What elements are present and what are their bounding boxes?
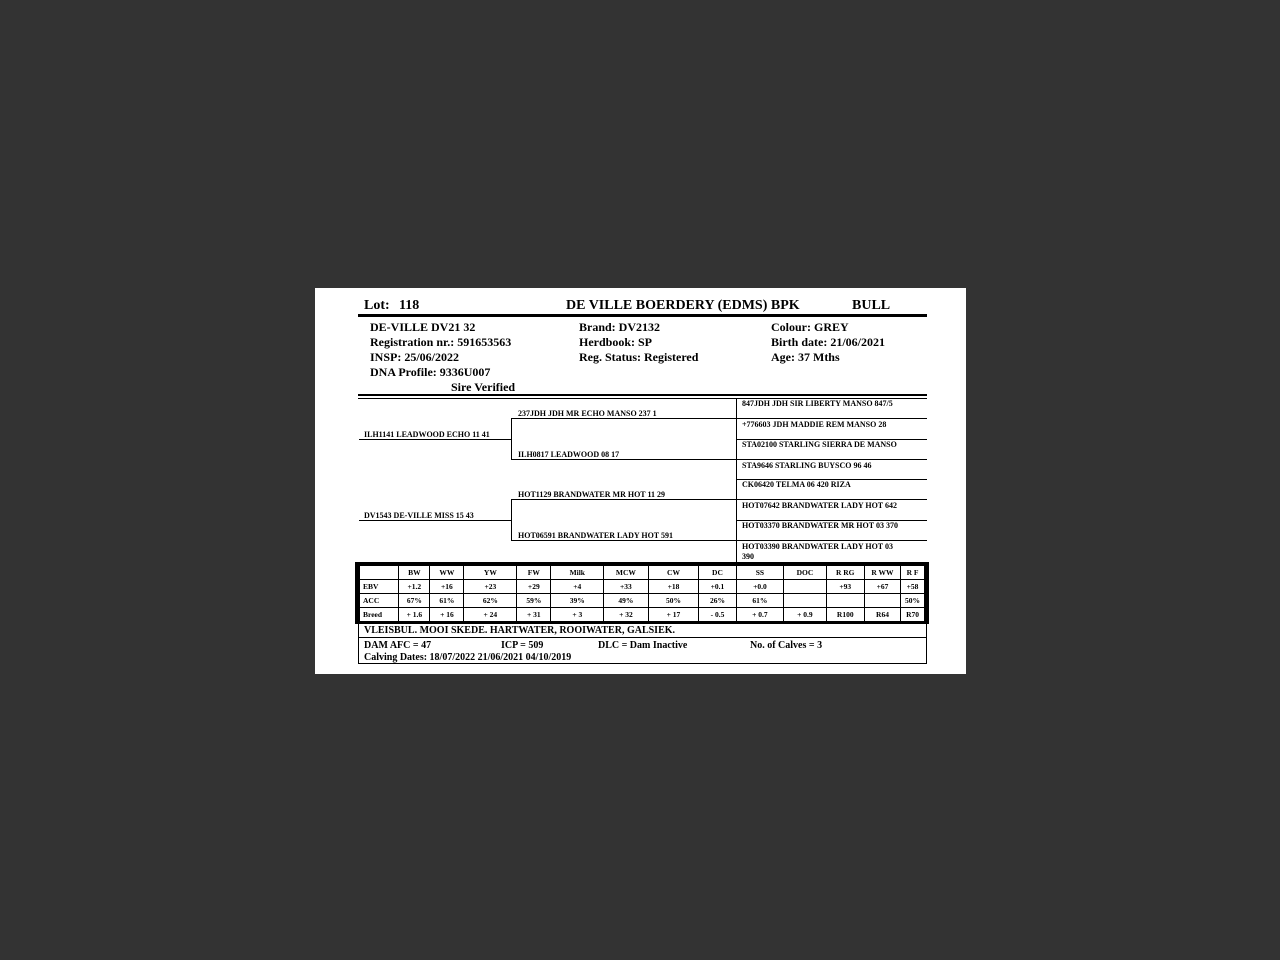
ebv-header-row [360,566,925,580]
ebv-cell: +16 [430,580,464,594]
ebv-cell: +29 [517,580,551,594]
ebv-cell: +0.0 [736,580,784,594]
ebv-header-cell: Milk [551,566,604,580]
ebv-header-cell: R WW [864,566,900,580]
footer-rule [358,663,927,664]
ebv-row [360,580,925,594]
breeder-name: DE VILLE BOERDERY (EDMS) BPK [566,298,800,313]
registration-status: Reg. Status: Registered [579,350,699,364]
pedigree-line [359,520,511,521]
ebv-cell: +1.2 [399,580,430,594]
ebv-header-cell: DC [699,566,736,580]
ebv-cell: + 0.7 [736,608,784,622]
ebv-header-cell: CW [648,566,699,580]
inspection-date: INSP: 25/06/2022 [370,350,460,364]
pedigree-line [511,540,736,541]
ebv-cell: + 32 [604,608,648,622]
icp: ICP = 509 [501,640,544,651]
ebv-cell: 39% [551,594,604,608]
ebv-cell: 50% [901,594,925,608]
pedigree-ggp: HOT03390 BRANDWATER LADY HOT 03 [742,542,893,551]
ebv-cell: + 24 [464,608,517,622]
footer-rule [358,637,927,638]
ebv-table [359,565,925,622]
pedigree-sire-sire: 237JDH JDH MR ECHO MANSO 237 1 [518,409,657,418]
pedigree-ggp: 847JDH JDH SIR LIBERTY MANSO 847/5 [742,399,893,408]
herdbook: Herdbook: SP [579,335,653,349]
pedigree-line [511,418,512,460]
ebv-cell: + 1.6 [399,608,430,622]
ebv-table-frame [355,562,929,624]
ebv-cell: + 31 [517,608,551,622]
pedigree-dam: DV1543 DE-VILLE MISS 15 43 [364,511,474,520]
ebv-cell: 49% [604,594,648,608]
number-of-calves: No. of Calves = 3 [750,640,823,651]
pedigree-sire-dam: ILH0817 LEADWOOD 08 17 [518,450,620,459]
pedigree-line [359,439,511,440]
ebv-cell: +4 [551,580,604,594]
ebv-header-cell: R F [901,566,925,580]
ebv-cell: + 17 [648,608,699,622]
dlc: DLC = Dam Inactive [598,640,688,651]
age: Age: 37 Mths [771,350,840,364]
ebv-header-cell: BW [399,566,430,580]
footer-border [926,624,927,664]
ebv-header-cell: MCW [604,566,648,580]
ebv-cell: +0.1 [699,580,736,594]
info-rule [358,394,927,396]
ebv-row [360,608,925,622]
pedigree-ggp: 390 [742,552,754,561]
dna-profile: DNA Profile: 9336U007 [370,365,491,379]
birth-date: Birth date: 21/06/2021 [771,335,885,349]
footer-border [358,624,359,664]
pedigree-line [736,499,927,500]
ebv-cell: - 0.5 [699,608,736,622]
lot-number: 118 [399,298,420,313]
ebv-cell: R100 [826,608,864,622]
pedigree-line [511,418,736,419]
brand: Brand: DV2132 [579,320,661,334]
animal-name: DE-VILLE DV21 32 [370,320,476,334]
colour: Colour: GREY [771,320,849,334]
ebv-cell: +18 [648,580,699,594]
pedigree-line [736,459,927,460]
ebv-cell [864,594,900,608]
ebv-cell: 26% [699,594,736,608]
ebv-cell: +93 [826,580,864,594]
ebv-cell: +23 [464,580,517,594]
pedigree-ggp: CK06420 TELMA 06 420 RIZA [742,480,851,489]
ebv-cell: 62% [464,594,517,608]
pedigree-line [736,418,927,419]
ebv-cell: 67% [399,594,430,608]
ebv-cell: + 0.9 [784,608,826,622]
ebv-cell: 61% [430,594,464,608]
lot-label: Lot: [364,298,390,313]
ebv-cell: 50% [648,594,699,608]
ebv-header-cell [360,566,399,580]
pedigree-line [736,540,927,541]
pedigree-line [736,399,737,562]
sale-catalogue-card [315,288,966,674]
ebv-row-label: Breed [360,608,399,622]
ebv-header-cell: FW [517,566,551,580]
pedigree-line [511,499,736,500]
pedigree-line [511,459,736,460]
pedigree-ggp: HOT07642 BRANDWATER LADY HOT 642 [742,501,897,510]
ebv-header-cell: R RG [826,566,864,580]
dam-afc: DAM AFC = 47 [364,640,432,651]
ebv-cell: R70 [901,608,925,622]
pedigree-dam-dam: HOT06591 BRANDWATER LADY HOT 591 [518,531,673,540]
animal-sex: BULL [852,298,891,313]
ebv-cell [826,594,864,608]
ebv-cell: 59% [517,594,551,608]
ebv-header-cell: DOC [784,566,826,580]
pedigree-sire: ILH1141 LEADWOOD ECHO 11 41 [364,430,490,439]
sire-verified: Sire Verified [451,380,516,394]
ebv-row-label: ACC [360,594,399,608]
calving-dates: Calving Dates: 18/07/2022 21/06/2021 04/10/2019 [364,652,572,663]
ebv-cell: + 3 [551,608,604,622]
pedigree-ggp: +776603 JDH MADDIE REM MANSO 28 [742,420,887,429]
remarks: VLEISBUL. MOOI SKEDE. HARTWATER, ROOIWATER, GALSIEK. [364,625,676,636]
pedigree-dam-sire: HOT1129 BRANDWATER MR HOT 11 29 [518,490,666,499]
ebv-cell: +67 [864,580,900,594]
ebv-header-cell: YW [464,566,517,580]
ebv-header-cell: SS [736,566,784,580]
ebv-cell: 61% [736,594,784,608]
registration-number: Registration nr.: 591653563 [370,335,512,349]
ebv-cell: +33 [604,580,648,594]
ebv-cell: + 16 [430,608,464,622]
ebv-header-cell: WW [430,566,464,580]
pedigree-line [511,499,512,541]
header-rule [358,314,927,317]
pedigree-ggp: STA02100 STARLING SIERRA DE MANSO [742,440,897,449]
ebv-row [360,594,925,608]
ebv-cell [784,594,826,608]
ebv-row-label: EBV [360,580,399,594]
ebv-cell [784,580,826,594]
ebv-cell: R64 [864,608,900,622]
pedigree-ggp: STA9646 STARLING BUYSCO 96 46 [742,461,872,470]
ebv-cell: +58 [901,580,925,594]
pedigree-ggp: HOT03370 BRANDWATER MR HOT 03 370 [742,521,898,530]
